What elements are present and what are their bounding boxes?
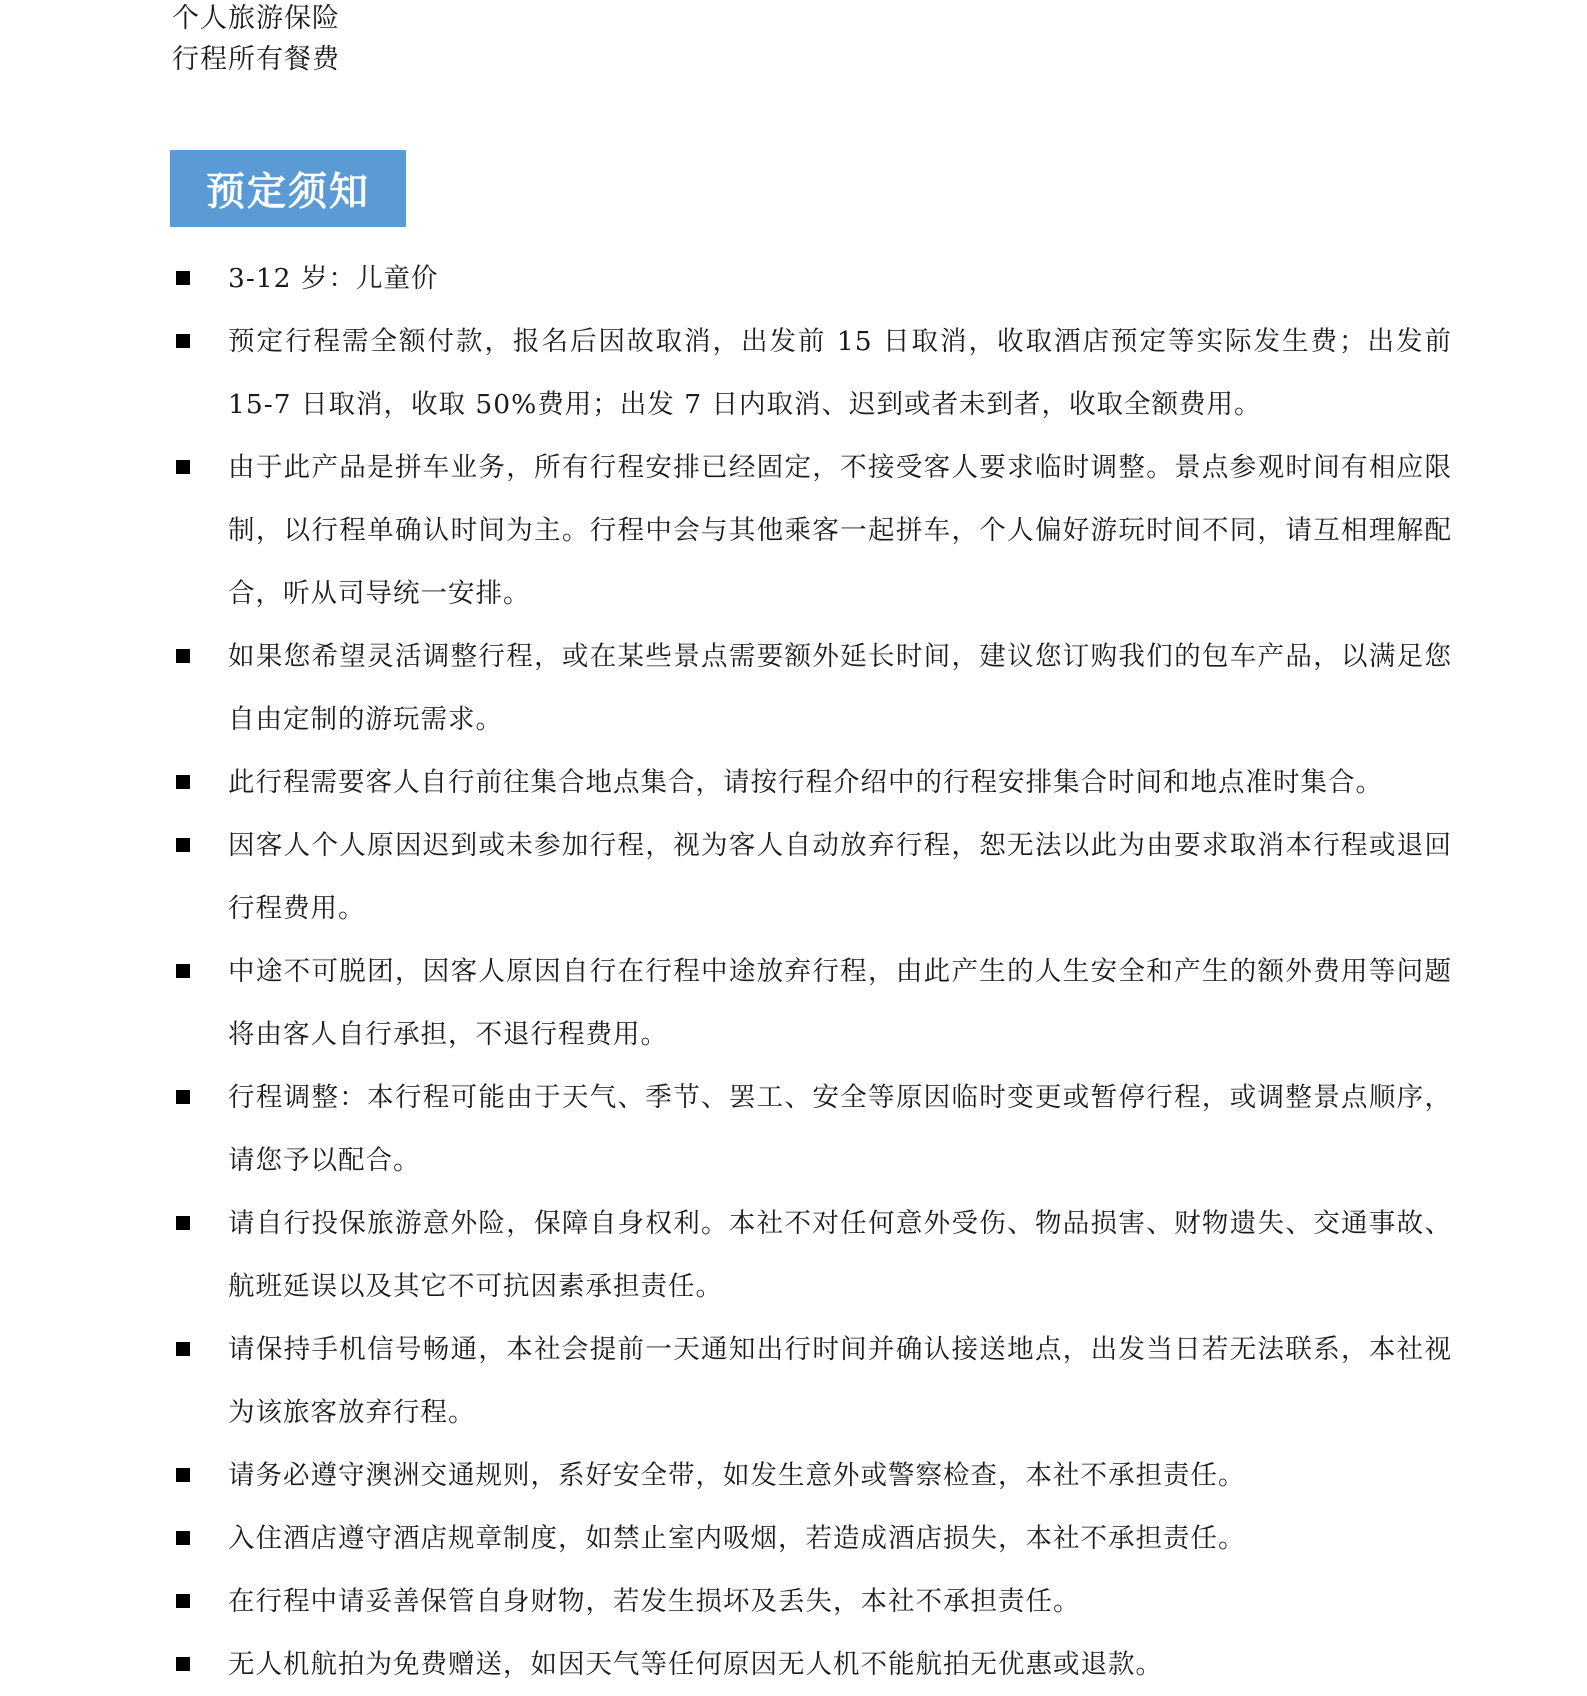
- notice-text: 请保持手机信号畅通，本社会提前一天通知出行时间并确认接送地点，出发当日若无法联系，本社视为该旅客放弃行程。: [228, 1334, 1452, 1428]
- notice-text: 无人机航拍为免费赠送，如因天气等任何原因无人机不能航拍无优惠或退款。: [228, 1649, 1163, 1680]
- notice-text: 在行程中请妥善保管自身财物，若发生损坏及丢失，本社不承担责任。: [228, 1586, 1081, 1617]
- square-bullet-icon: [176, 838, 190, 852]
- square-bullet-icon: [176, 1657, 190, 1671]
- list-item: [172, 1318, 1452, 1444]
- list-item: [172, 310, 1452, 436]
- notice-text: 行程调整：本行程可能由于天气、季节、罢工、安全等原因临时变更或暂停行程，或调整景点顺序，请您予以配合。: [228, 1082, 1452, 1176]
- square-bullet-icon: [176, 334, 190, 348]
- notice-text: 此行程需要客人自行前往集合地点集合，请按行程介绍中的行程安排集合时间和地点准时集合。: [228, 767, 1383, 798]
- included-item-meals: 行程所有餐费: [172, 44, 340, 75]
- notice-text: 如果您希望灵活调整行程，或在某些景点需要额外延长时间，建议您订购我们的包车产品，以满足您自由定制的游玩需求。: [228, 641, 1452, 735]
- square-bullet-icon: [176, 649, 190, 663]
- square-bullet-icon: [176, 1090, 190, 1104]
- list-item: [172, 1633, 1452, 1696]
- section-heading-booking-notes: 预定须知: [170, 150, 406, 227]
- included-item-insurance: 个人旅游保险: [172, 3, 340, 34]
- included-items: [172, 0, 340, 80]
- list-item: [172, 1192, 1452, 1318]
- square-bullet-icon: [176, 1531, 190, 1545]
- booking-notes-list: [172, 247, 1452, 1696]
- notice-text: 请自行投保旅游意外险，保障自身权利。本社不对任何意外受伤、物品损害、财物遗失、交通事故、航班延误以及其它不可抗因素承担责任。: [228, 1208, 1452, 1302]
- square-bullet-icon: [176, 1216, 190, 1230]
- list-item: [172, 1066, 1452, 1192]
- notice-text: 由于此产品是拼车业务，所有行程安排已经固定，不接受客人要求临时调整。景点参观时间有相应限制，以行程单确认时间为主。行程中会与其他乘客一起拼车，个人偏好游玩时间不同，请互相理解配合，听从司导统一安排。: [228, 452, 1452, 609]
- square-bullet-icon: [176, 1342, 190, 1356]
- square-bullet-icon: [176, 1594, 190, 1608]
- notice-text: 中途不可脱团，因客人原因自行在行程中途放弃行程，由此产生的人生安全和产生的额外费用等问题将由客人自行承担，不退行程费用。: [228, 956, 1452, 1050]
- list-item: [172, 751, 1452, 814]
- notice-text: 预定行程需全额付款，报名后因故取消，出发前 15 日取消，收取酒店预定等实际发生费；出发前 15-7 日取消，收取 50%费用；出发 7 日内取消、迟到或者未到者，收取全额费用。: [228, 326, 1452, 420]
- list-item: [172, 247, 1452, 310]
- square-bullet-icon: [176, 964, 190, 978]
- notice-text: 3-12 岁：儿童价: [228, 263, 439, 294]
- square-bullet-icon: [176, 775, 190, 789]
- list-item: [172, 436, 1452, 625]
- list-item: [172, 1507, 1452, 1570]
- square-bullet-icon: [176, 271, 190, 285]
- list-item: [172, 1570, 1452, 1633]
- list-item: [172, 814, 1452, 940]
- list-item: [172, 625, 1452, 751]
- square-bullet-icon: [176, 460, 190, 474]
- notice-text: 入住酒店遵守酒店规章制度，如禁止室内吸烟，若造成酒店损失，本社不承担责任。: [228, 1523, 1246, 1554]
- notice-text: 请务必遵守澳洲交通规则，系好安全带，如发生意外或警察检查，本社不承担责任。: [228, 1460, 1246, 1491]
- notice-text: 因客人个人原因迟到或未参加行程，视为客人自动放弃行程，恕无法以此为由要求取消本行程或退回行程费用。: [228, 830, 1452, 924]
- square-bullet-icon: [176, 1468, 190, 1482]
- list-item: [172, 1444, 1452, 1507]
- list-item: [172, 940, 1452, 1066]
